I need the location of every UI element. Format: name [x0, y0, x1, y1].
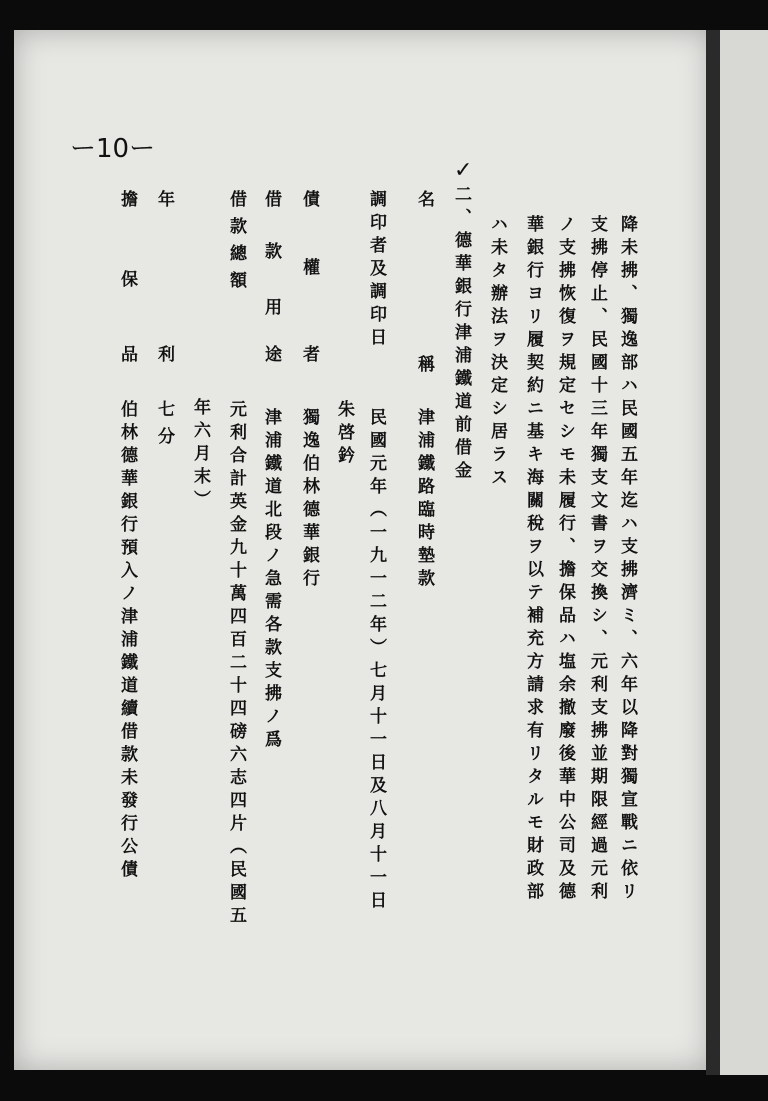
- field-collateral-label-3: 品: [117, 345, 137, 362]
- check-mark: ✓: [454, 158, 473, 183]
- field-creditor-label-1: 債: [299, 190, 319, 207]
- paragraph-line-5: ハ未タ辦法ヲ決定シ居ラス: [487, 215, 507, 491]
- field-signer-name: 朱啓鈐: [334, 400, 354, 469]
- book-spine: [706, 30, 720, 1075]
- field-rate-label-1: 年: [154, 190, 174, 207]
- field-use-label-1: 借: [261, 190, 281, 207]
- field-creditor-label-2: 權: [299, 258, 319, 275]
- section-title: 二、德華銀行津浦鐵道前借金: [451, 185, 471, 484]
- field-collateral-label-1: 擔: [117, 190, 137, 207]
- paragraph-line-4: 華銀行ヨリ履契約ニ基キ海關稅ヲ以テ補充方請求有リタルモ財政部: [523, 215, 543, 905]
- field-collateral-value: 伯林德華銀行預入ノ津浦鐵道續借款未發行公債: [117, 400, 137, 883]
- field-amount-value: 元利合計英金九十萬四百二十四磅六志四片（民國五: [226, 400, 246, 929]
- paragraph-line-1: 降未拂、獨逸部ハ民國五年迄ハ支拂濟ミ、六年以降對獨宣戰ニ依リ: [617, 215, 637, 905]
- field-rate-label-2: 利: [154, 345, 174, 362]
- field-use-label-2: 款: [261, 242, 281, 259]
- field-rate-value: 七分: [154, 400, 174, 454]
- field-amount-value-cont: 年六月末）: [190, 398, 210, 513]
- field-signer-value: 民國元年（一九一二年）七月十一日及八月十一日: [366, 408, 386, 914]
- field-use-label-3: 用: [261, 298, 281, 315]
- page-number: ー10ー: [70, 134, 156, 164]
- field-name-prefix: 稱: [414, 355, 434, 372]
- field-creditor-label-3: 者: [299, 345, 319, 362]
- adjacent-page-edge: [720, 30, 768, 1075]
- field-creditor-value: 獨逸伯林德華銀行: [299, 408, 319, 592]
- field-name-label: 名: [414, 190, 434, 207]
- field-name-value: 津浦鐵路臨時墊款: [414, 408, 434, 592]
- field-amount-label: 借款總額: [226, 190, 246, 298]
- paragraph-line-3: ノ支拂恢復ヲ規定セシモ未履行、擔保品ハ塩余撤廢後華中公司及德: [555, 215, 575, 905]
- field-use-label-4: 途: [261, 345, 281, 362]
- field-use-value: 津浦鐵道北段ノ急需各款支拂ノ爲: [261, 408, 281, 753]
- paragraph-line-2: 支拂停止、民國十三年獨支文書ヲ交換シ、元利支拂並期限經過元利: [587, 215, 607, 905]
- field-signer-label: 調印者及調印日: [366, 190, 386, 351]
- field-collateral-label-2: 保: [117, 270, 137, 287]
